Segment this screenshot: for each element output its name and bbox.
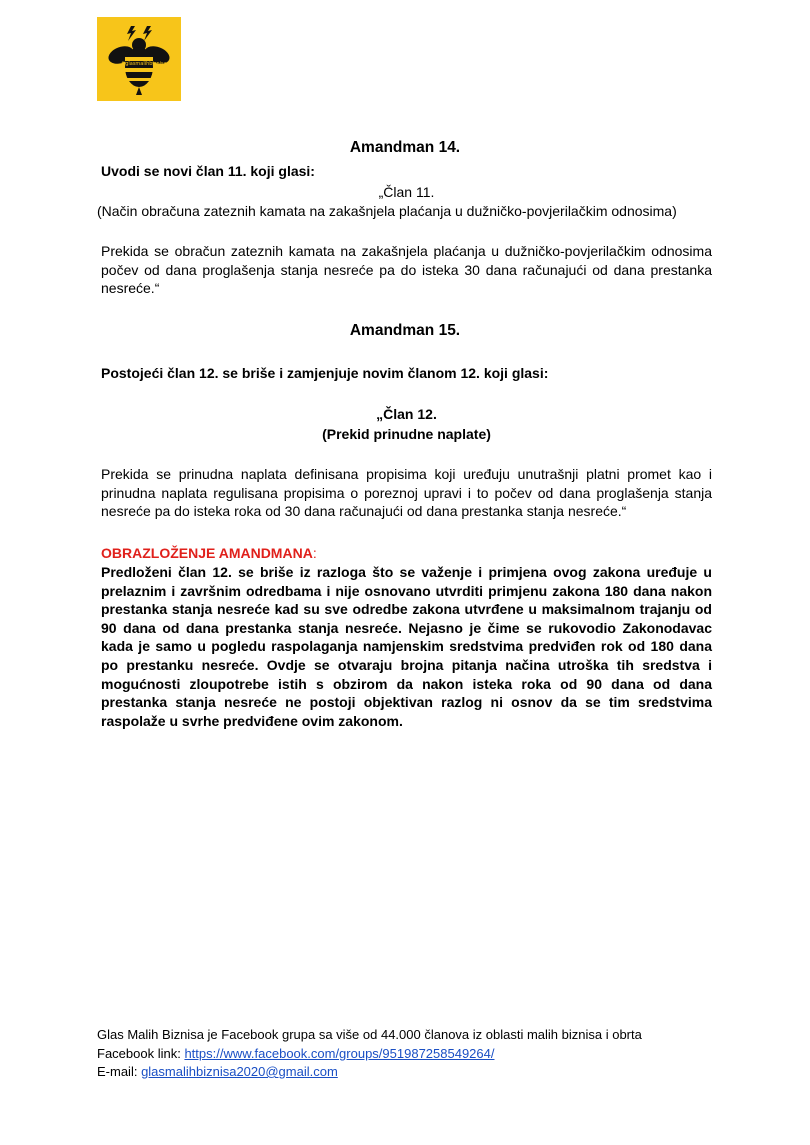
footer-description: Glas Malih Biznisa je Facebook grupa sa više od 44.000 članova iz oblasti malih biznisa i obrta [97,1027,642,1042]
logo [97,17,181,101]
amendment-15-heading: Amandman 15. [349,322,461,339]
footer-facebook [97,1045,494,1063]
logo-text: #glasmalihbiznisa [121,61,167,67]
article-12-subtitle: (Prekid prinudne naplate) [322,426,491,442]
justification-heading [101,544,712,563]
amendment-15-intro: Postojeći član 12. se briše i zamjenjuje novim članom 12. koji glasi: [101,365,549,381]
article-11-title: „Član 11. [378,184,435,200]
article-11-paragraph: Prekida se obračun zateznih kamata na zakašnjela plaćanja u dužničko-povjerilačkim odnosima počev od dana proglašenja stanja nesreće pa do isteka 30 dana računajući od dana prestanka nesreće.“ [101,243,712,297]
justification-colon: : [312,545,317,561]
email-link[interactable]: glasmalihbiznisa2020@gmail.com [141,1064,338,1079]
amendment-14-intro: Uvodi se novi član 11. koji glasi: [101,163,315,179]
article-12-paragraph: Prekida se prinudna naplata definisana propisima koji uređuju unutrašnji platni promet kao i prinudna naplata regulisana propisima o poreznoj upravi i to počev od dana proglašenja stanja nesreće pa do isteka roka od 30 dana računajući od dana prestanka stanja nesreće.“ [101,466,712,520]
email-label: E-mail: [97,1064,142,1079]
article-12-title: „Član 12. [376,406,437,422]
facebook-label: Facebook link: [97,1046,185,1061]
facebook-link[interactable]: https://www.facebook.com/groups/951987258549264/ [184,1046,495,1061]
amendment-14-heading: Amandman 14. [349,139,461,156]
justification-text: Predloženi član 12. se briše iz razloga što se važenje i primjena ovog zakona uređuje u prelaznim i završnim odredbama i nije osnovano utvrditi primjenu zakona 180 dana nakon prestanka stanja nesreće kad su sve odredbe zakona utvrđene u maksimalnom trajanju od 90 dana od dana prestanka stanja nesreće. Nejasno je čime se rukovodio Zakonodavac kada je samo u pogledu raspolaganja namjenskim sredstvima predviđen rok od 180 dana po prestanku nesreće. Ovdje se otvaraju brojna pitanja načina utroška tih sredstva i mogućnosti zloupotrebe istih s obzirom da nakon isteka roka od 90 dana od dana prestanka stanja nesreće ne postoji objektivan razlog ni osnov da se tim sredstvima raspolaže u svrhe predviđene ovim zakonom. [101,564,712,729]
bee-logo-icon [97,17,181,101]
footer-email [97,1063,338,1081]
justification-label: OBRAZLOŽENJE AMANDMANA [101,545,313,561]
article-11-subtitle: (Način obračuna zateznih kamata na zakašnjela plaćanja u dužničko-povjerilačkim odnosima) [97,203,677,219]
